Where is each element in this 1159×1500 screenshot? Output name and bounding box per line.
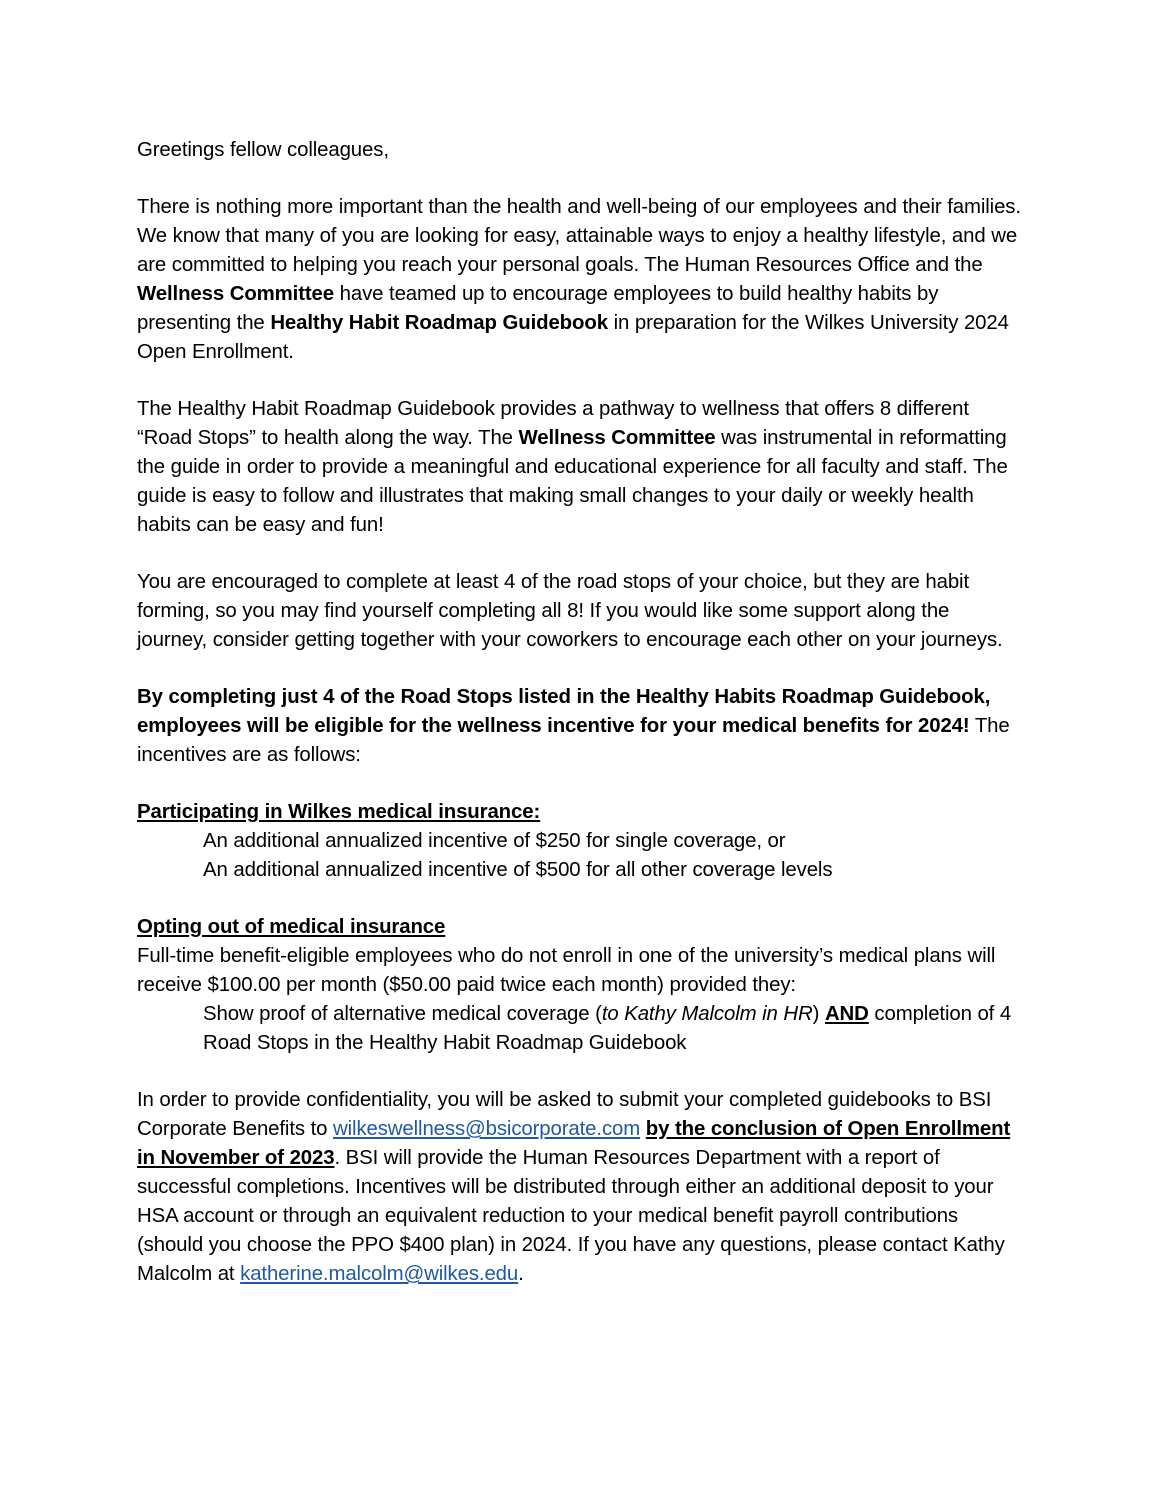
section-heading-opting-out [137,913,1023,942]
paragraph-intro [137,193,1023,367]
opting-out-body [137,942,1023,1058]
participating-item-other: An additional annualized incentive of $500 for all other coverage levels [203,859,833,881]
bsi-wellness-email-link[interactable]: wilkeswellness@bsicorporate.com [333,1118,641,1140]
submission-period: . [518,1263,524,1285]
opting-out-requirement-part1: Show proof of alternative medical coverage ( [203,1003,602,1025]
paragraph-submission [137,1086,1023,1289]
paragraph-guidebook [137,395,1023,540]
opting-out-intro: Full-time benefit-eligible employees who do not enroll in one of the university’s medical plans will receive $100.00 per month ($50.00 paid twice each month) provided they: [137,945,996,996]
wellness-committee-bold-2: Wellness Committee [518,427,716,449]
opting-out-requirement-italic: to Kathy Malcolm in HR [601,1003,813,1025]
paragraph-encouragement-text: You are encouraged to complete at least 4 of the road stops of your choice, but they are habit forming, so you may find yourself completing all 8! If you would like some support along the journey, consider getting together with your coworkers to encourage each other on your journeys. [137,571,1003,651]
opting-out-requirement [203,1000,1023,1058]
document-body [137,136,1023,1317]
paragraph-encouragement [137,568,1023,655]
wellness-committee-bold: Wellness Committee [137,283,334,305]
paragraph-guidebook-part2: was instrumental in reformatting the guide in order to provide a meaningful and educational experience for all faculty and staff. The guide is easy to follow and illustrates that making small changes to your daily or weekly health habits can be easy and fun! [137,427,1008,536]
opting-out-requirement-part3: completion of 4 Road Stops in the Healthy Habit Roadmap Guidebook [203,1003,1012,1054]
paragraph-incentive-callout [137,683,1023,770]
salutation-text: Greetings fellow colleagues, [137,139,389,161]
opting-out-requirement-and: AND [824,1003,869,1025]
opting-out-heading-text: Opting out of medical insurance [137,916,446,938]
submission-part2: . BSI will provide the Human Resources Department with a report of successful completions. Incentives will be distributed through either an additional deposit to your HSA account or through an equivalent reduction to your medical benefit payroll contributions (should you choose the PPO $400 plan) in 2024. If you have any questions, please contact Kathy Malcolm at [137,1147,1005,1285]
section-heading-participating [137,798,1023,827]
salutation [137,136,1023,165]
opting-out-requirement-part2: ) [812,1003,825,1025]
paragraph-intro-part1: There is nothing more important than the health and well-being of our employees and their families. We know that many of you are looking for easy, attainable ways to enjoy a healthy lifestyle, and we are committed to helping you reach your personal goals. The Human Resources Office and the [137,196,1021,276]
submission-deadline-bold: by the conclusion of Open Enrollment in November of 2023 [137,1118,1011,1169]
submission-part1: In order to provide confidentiality, you will be asked to submit your completed guidebooks to BSI Corporate Benefits to [137,1089,992,1140]
incentive-callout-tail: The incentives are as follows: [137,715,1010,766]
participating-item-single: An additional annualized incentive of $250 for single coverage, or [203,830,786,852]
paragraph-intro-part2: have teamed up to encourage employees to build healthy habits by presenting the [137,283,939,334]
guidebook-title-bold: Healthy Habit Roadmap Guidebook [270,312,608,334]
participating-items [137,827,1023,885]
paragraph-guidebook-part1: The Healthy Habit Roadmap Guidebook provides a pathway to wellness that offers 8 different “Road Stops” to health along the way. The [137,398,969,449]
incentive-callout-bold: By completing just 4 of the Road Stops listed in the Healthy Habits Roadmap Guidebook, employees will be eligible for the wellness incentive for your medical benefits for 2024! [137,686,991,737]
participating-heading-text: Participating in Wilkes medical insurance: [137,801,541,823]
paragraph-intro-part3: in preparation for the Wilkes University 2024 Open Enrollment. [137,312,1009,363]
kathy-malcolm-email-link[interactable]: katherine.malcolm@wilkes.edu [240,1263,519,1285]
